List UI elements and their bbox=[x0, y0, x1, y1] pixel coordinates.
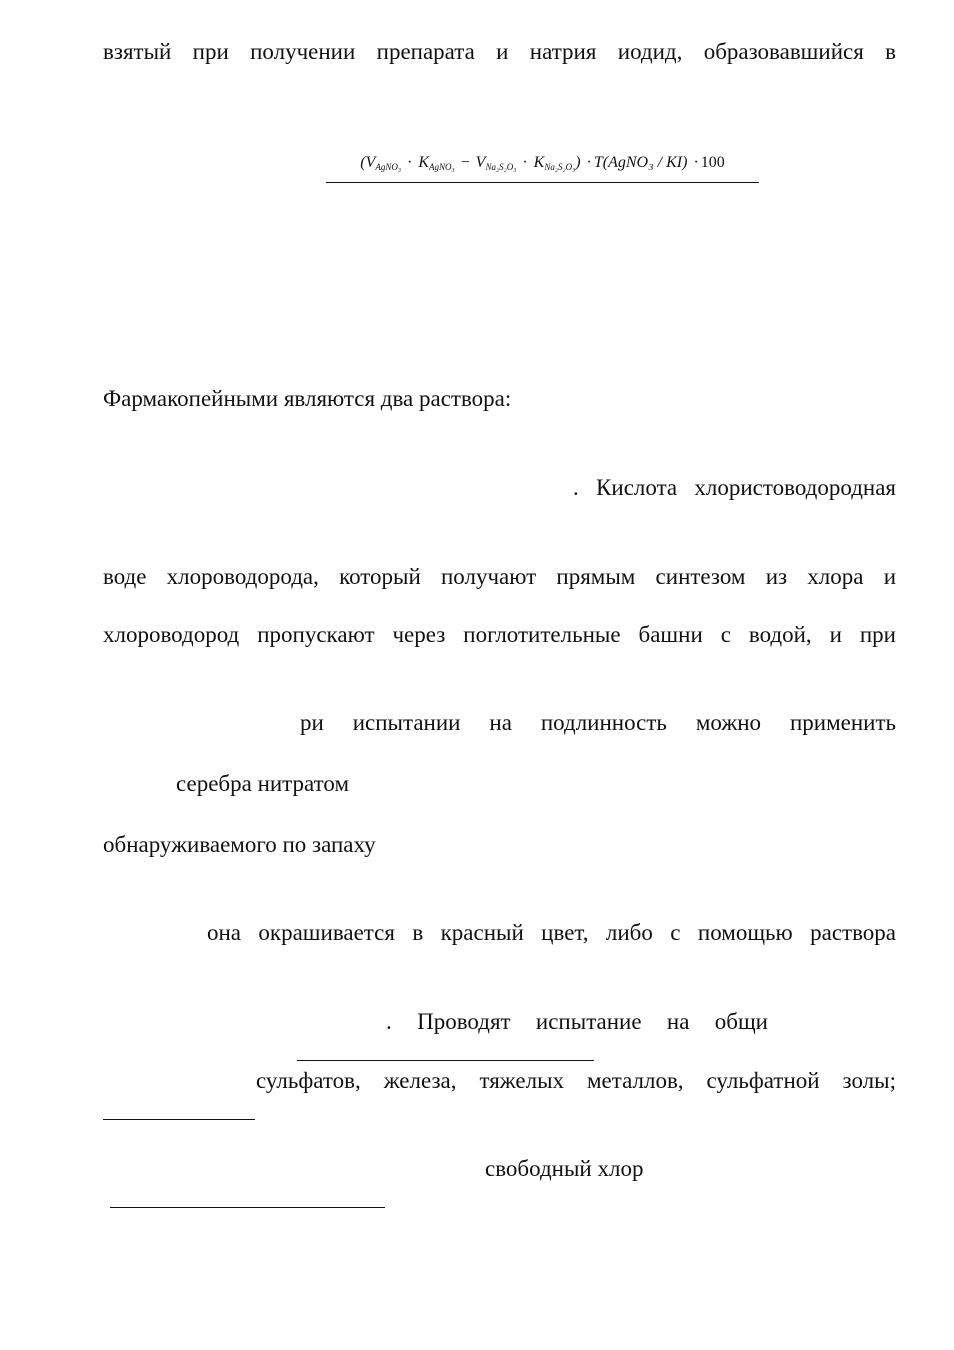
text-line-general: . Проводят испытание на общи bbox=[386, 1009, 768, 1034]
formula-k-na: K bbox=[533, 154, 545, 171]
formula-k-agno3-sub: AgNO₃ bbox=[428, 162, 455, 172]
formula-k-na-sub: Na₂S₂O₃ bbox=[544, 162, 576, 172]
text-line-red: она окрашивается в красный цвет, либо с помощью раствора bbox=[207, 920, 896, 945]
formula-v-na-sub: Na₂S₂O₃ bbox=[485, 162, 517, 172]
text-line-silver: серебра нитратом bbox=[176, 771, 349, 796]
text-line-acid: . Кислота хлористоводородная bbox=[573, 475, 896, 500]
formula-dot-4: · bbox=[693, 154, 699, 171]
text-line-pharmacopoeia: Фармакопейными являются два раствора: bbox=[103, 386, 512, 411]
formula-minus: − bbox=[460, 154, 470, 171]
formula-dot-2: · bbox=[522, 154, 528, 171]
text-line-smell: обнаруживаемого по запаху bbox=[103, 832, 376, 857]
text-line-chlorine: свободный хлор bbox=[485, 1156, 644, 1181]
text-line-sulfates: сульфатов, железа, тяжелых металлов, сульфатной золы; bbox=[256, 1068, 896, 1093]
formula-close-paren: ) bbox=[575, 154, 581, 171]
text-line-identity: ри испытании на подлинность можно применить bbox=[300, 710, 896, 735]
text-line-1: взятый при получении препарата и натрия иодид, образовавшийся в bbox=[103, 39, 896, 64]
formula-dot-3: · bbox=[586, 154, 592, 171]
text-line-water: воде хлороводорода, который получают прямым синтезом из хлора и bbox=[103, 564, 896, 589]
formula-numerator bbox=[326, 151, 759, 183]
formula-v-agno3-sub: AgNO₃ bbox=[375, 162, 401, 172]
formula-dot-1: · bbox=[406, 154, 413, 171]
formula-open-paren: ( bbox=[360, 154, 366, 171]
formula-hundred: 100 bbox=[700, 154, 725, 171]
underline-rule-2 bbox=[103, 1119, 255, 1120]
formula-titre: T(AgNO₃ / KI) bbox=[593, 154, 688, 171]
text-line-hcl: хлороводород пропускают через поглотительные башни с водой, и при bbox=[103, 622, 896, 647]
formula-k-agno3: K bbox=[418, 154, 429, 171]
underline-rule-1 bbox=[297, 1060, 594, 1061]
underline-rule-3 bbox=[110, 1207, 385, 1208]
formula-v-na: V bbox=[475, 154, 486, 171]
formula-v-agno3: V bbox=[365, 154, 376, 171]
